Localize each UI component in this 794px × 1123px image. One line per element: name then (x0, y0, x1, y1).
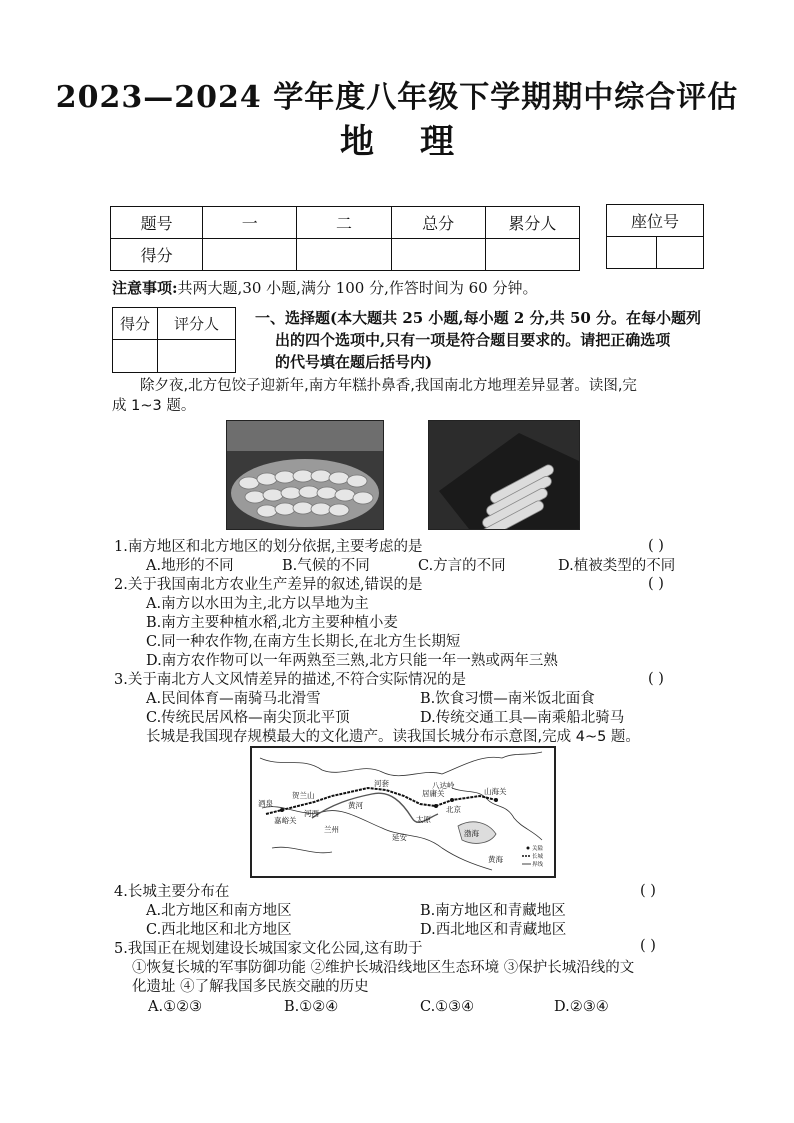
q2-option-a: A.南方以水田为主,北方以旱地为主 (146, 596, 369, 612)
q4-option-c: C.西北地区和北方地区 (146, 922, 292, 938)
q1-option-c: C.方言的不同 (418, 558, 506, 574)
q5-option-d: D.②③④ (554, 999, 609, 1015)
passage-1 (112, 376, 702, 416)
score-input-cell[interactable] (485, 239, 579, 271)
q4-option-a: A.北方地区和南方地区 (146, 903, 292, 919)
dumplings-photo (226, 420, 384, 530)
q5-option-c: C.①③④ (420, 999, 475, 1015)
q2-option-c: C.同一种农作物,在南方生长期长,在北方生长期短 (146, 634, 461, 650)
map-label-beijing: 北京 (446, 805, 461, 814)
legend-pass: 关隘 (532, 846, 544, 852)
passage-line: 成 1~3 题。 (112, 398, 196, 414)
map-label-shanhai: 山海关 (484, 787, 507, 796)
notice-label: 注意事项: (112, 279, 178, 297)
score-table-header-cell: 二 (297, 207, 391, 239)
passage-2: 长城是我国现存规模最大的文化遗产。读我国长城分布示意图,完成 4~5 题。 (146, 729, 640, 745)
dumplings-image (227, 421, 383, 529)
grader-score-label: 得分 (113, 308, 158, 340)
score-table-header-cell: 题号 (111, 207, 203, 239)
map-label-hetao: 河套 (374, 779, 389, 788)
score-table-header-cell: 累分人 (485, 207, 579, 239)
q2-answer-bracket[interactable]: ( ) (648, 576, 664, 592)
exam-title: 2023—2024 学年度八年级下学期期中综合评估 (55, 80, 739, 115)
map-label-lanzhou: 兰州 (324, 825, 339, 834)
map-label-bohai: 渤海 (464, 829, 479, 838)
section1-line: 的代号填在题后括号内) (275, 353, 433, 371)
q1-stem: 1.南方地区和北方地区的划分依据,主要考虑的是 (114, 539, 423, 555)
subject-title: 地理 (340, 122, 500, 162)
great-wall-map-svg (252, 748, 554, 876)
q5-option-a: A.①②③ (148, 999, 203, 1015)
score-input-cell[interactable] (203, 239, 297, 271)
q3-option-b: B.饮食习惯—南米饭北面食 (420, 691, 595, 707)
q4-answer-bracket[interactable]: ( ) (640, 883, 656, 899)
map-label-jiuquan: 酒泉 (258, 799, 273, 808)
map-label-badaling: 八达岭 (432, 781, 455, 790)
q5-answer-bracket[interactable]: ( ) (640, 938, 656, 954)
rice-cake-image (429, 421, 579, 529)
q4-option-b: B.南方地区和青藏地区 (420, 903, 566, 919)
legend-border: 界线 (532, 862, 544, 868)
seat-table (606, 204, 704, 269)
seat-input-cell[interactable] (657, 237, 704, 269)
score-table-header-cell: 一 (203, 207, 297, 239)
score-input-cell[interactable] (297, 239, 391, 271)
q3-option-a: A.民间体育—南骑马北滑雪 (146, 691, 321, 707)
grader-table (112, 307, 236, 373)
map-label-river: 黄河 (348, 801, 363, 810)
q5-statement-line: ①恢复长城的军事防御功能 ②维护长城沿线地区生态环境 ③保护长城沿线的文 (132, 960, 635, 976)
map-label-yanan: 延安 (392, 833, 407, 842)
section1-line: 出的四个选项中,只有一项是符合题目要求的。请把正确选项 (275, 331, 671, 349)
section1-instructions (255, 307, 701, 373)
map-label-juyong: 居庸关 (422, 789, 445, 798)
score-input-cell[interactable] (391, 239, 485, 271)
rice-cake-photo (428, 420, 580, 530)
section1-line: 一、选择题(本大题共 25 小题,每小题 2 分,共 50 分。在每小题列 (255, 309, 702, 327)
score-table (110, 206, 580, 271)
grader-label: 评分人 (158, 308, 236, 340)
notice-text: 共两大题,30 小题,满分 100 分,作答时间为 60 分钟。 (177, 279, 538, 297)
map-label-mountain: 贺兰山 (292, 791, 315, 800)
map-label-yumen: 嘉峪关 (274, 816, 297, 825)
seat-input-cell[interactable] (607, 237, 657, 269)
q3-stem: 3.关于南北方人文风情差异的描述,不符合实际情况的是 (114, 672, 466, 688)
q4-option-d: D.西北地区和青藏地区 (420, 922, 567, 938)
map-label-taiyuan: 太原 (416, 815, 431, 824)
q2-option-b: B.南方主要种植水稻,北方主要种植小麦 (146, 615, 398, 631)
map-label-huanghai: 黄海 (488, 855, 503, 864)
notice (112, 279, 538, 297)
q4-stem: 4.长城主要分布在 (114, 884, 230, 900)
passage-line: 除夕夜,北方包饺子迎新年,南方年糕扑鼻香,我国南北方地理差异显著。读图,完 (140, 378, 637, 394)
map-legend (522, 844, 544, 868)
q3-option-c: C.传统民居风格—南尖顶北平顶 (146, 710, 350, 726)
q2-option-d: D.南方农作物可以一年两熟至三熟,北方只能一年一熟或两年三熟 (146, 653, 558, 669)
grader-name-cell[interactable] (158, 340, 236, 373)
q1-option-d: D.植被类型的不同 (558, 558, 676, 574)
map-label-hexi: 河西 (304, 809, 319, 818)
q3-answer-bracket[interactable]: ( ) (648, 671, 664, 687)
q5-option-b: B.①②④ (284, 999, 339, 1015)
q5-statement-line: 化遗址 ④了解我国多民族交融的历史 (132, 979, 369, 995)
q1-answer-bracket[interactable]: ( ) (648, 538, 664, 554)
q3-option-d: D.传统交通工具—南乘船北骑马 (420, 710, 625, 726)
q2-stem: 2.关于我国南北方农业生产差异的叙述,错误的是 (114, 577, 423, 593)
great-wall-map (250, 746, 556, 878)
score-table-header-cell: 总分 (391, 207, 485, 239)
seat-label: 座位号 (607, 205, 704, 237)
q1-option-a: A.地形的不同 (146, 558, 234, 574)
score-row-label: 得分 (111, 239, 203, 271)
grader-score-cell[interactable] (113, 340, 158, 373)
q1-option-b: B.气候的不同 (282, 558, 370, 574)
legend-wall: 长城 (532, 854, 544, 860)
q5-stem: 5.我国正在规划建设长城国家文化公园,这有助于 (114, 941, 423, 957)
